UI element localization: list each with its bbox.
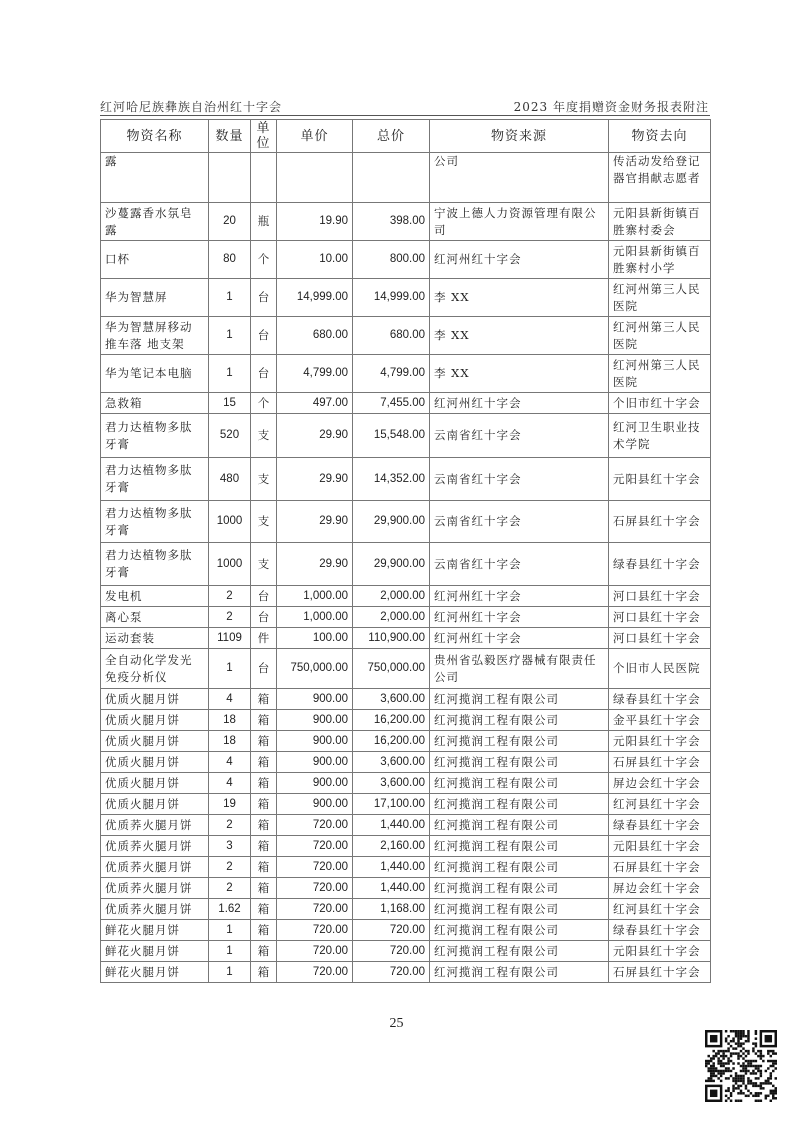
cell-dest: 绿春县红十字会	[609, 920, 711, 941]
table-row	[101, 414, 711, 458]
cell-qty: 4	[209, 752, 251, 773]
cell-total: 4,799.00	[353, 355, 430, 393]
cell-price: 720.00	[277, 836, 353, 857]
cell-dest: 个旧市人民医院	[609, 649, 711, 689]
cell-unit: 箱	[251, 731, 277, 752]
cell-total: 14,352.00	[353, 458, 430, 501]
cell-dest: 河口县红十字会	[609, 628, 711, 649]
table-row	[101, 836, 711, 857]
cell-price: 900.00	[277, 773, 353, 794]
cell-source: 红河州红十字会	[430, 241, 609, 279]
cell-unit: 台	[251, 355, 277, 393]
table-row	[101, 899, 711, 920]
cell-unit: 箱	[251, 899, 277, 920]
table-row	[101, 878, 711, 899]
cell-source: 红河州红十字会	[430, 393, 609, 414]
cell-name: 优质火腿月饼	[101, 731, 209, 752]
cell-unit: 箱	[251, 878, 277, 899]
cell-dest: 绿春县红十字会	[609, 815, 711, 836]
cell-total: 2,000.00	[353, 607, 430, 628]
header-org-name: 红河哈尼族彝族自治州红十字会	[100, 100, 283, 114]
cell-price: 1,000.00	[277, 586, 353, 607]
cell-qty: 15	[209, 393, 251, 414]
cell-name: 优质荞火腿月饼	[101, 899, 209, 920]
cell-price: 19.90	[277, 203, 353, 241]
cell-unit: 箱	[251, 752, 277, 773]
cell-price: 29.90	[277, 543, 353, 586]
cell-unit: 支	[251, 414, 277, 458]
cell-total: 2,000.00	[353, 586, 430, 607]
table-row	[101, 458, 711, 501]
cell-price: 29.90	[277, 414, 353, 458]
cell-dest: 红河县红十字会	[609, 794, 711, 815]
cell-source: 红河揽润工程有限公司	[430, 794, 609, 815]
cell-total: 7,455.00	[353, 393, 430, 414]
cell-price: 4,799.00	[277, 355, 353, 393]
cell-price: 29.90	[277, 458, 353, 501]
cell-price: 10.00	[277, 241, 353, 279]
cell-dest: 红河州第三人民医院	[609, 317, 711, 355]
cell-total: 16,200.00	[353, 710, 430, 731]
cell-source: 李 XX	[430, 355, 609, 393]
table-row	[101, 501, 711, 543]
cell-price: 900.00	[277, 752, 353, 773]
cell-qty: 520	[209, 414, 251, 458]
table-row	[101, 857, 711, 878]
table-row	[101, 317, 711, 355]
cell-name: 鲜花火腿月饼	[101, 941, 209, 962]
cell-price: 680.00	[277, 317, 353, 355]
cell-price: 720.00	[277, 878, 353, 899]
cell-qty: 20	[209, 203, 251, 241]
cell-qty: 2	[209, 586, 251, 607]
qr-code-icon	[705, 1030, 777, 1102]
cell-name: 鲜花火腿月饼	[101, 920, 209, 941]
cell-price	[277, 153, 353, 203]
cell-total: 2,160.00	[353, 836, 430, 857]
cell-source: 红河揽润工程有限公司	[430, 710, 609, 731]
cell-qty: 1	[209, 317, 251, 355]
cell-total: 15,548.00	[353, 414, 430, 458]
cell-source: 宁波上德人力资源管理有限公司	[430, 203, 609, 241]
cell-name: 华为智慧屏	[101, 279, 209, 317]
cell-unit: 件	[251, 628, 277, 649]
table-row	[101, 241, 711, 279]
col-header-qty: 数量	[209, 120, 251, 153]
cell-dest: 金平县红十字会	[609, 710, 711, 731]
cell-source: 红河州红十字会	[430, 628, 609, 649]
cell-unit: 箱	[251, 815, 277, 836]
cell-total: 17,100.00	[353, 794, 430, 815]
cell-price: 100.00	[277, 628, 353, 649]
cell-dest: 元阳县新街镇百胜寨村委会	[609, 203, 711, 241]
cell-total: 720.00	[353, 920, 430, 941]
cell-dest: 元阳县新街镇百胜寨村小学	[609, 241, 711, 279]
cell-unit: 箱	[251, 857, 277, 878]
cell-name: 优质荞火腿月饼	[101, 857, 209, 878]
cell-dest: 元阳县红十字会	[609, 836, 711, 857]
cell-price: 497.00	[277, 393, 353, 414]
table-row	[101, 649, 711, 689]
cell-total: 110,900.00	[353, 628, 430, 649]
cell-unit: 台	[251, 649, 277, 689]
cell-total: 750,000.00	[353, 649, 430, 689]
cell-name: 优质火腿月饼	[101, 689, 209, 710]
table-row	[101, 773, 711, 794]
cell-unit: 箱	[251, 794, 277, 815]
cell-total: 398.00	[353, 203, 430, 241]
cell-source: 贵州省弘毅医疗器械有限责任公司	[430, 649, 609, 689]
cell-source: 红河揽润工程有限公司	[430, 857, 609, 878]
cell-source: 红河揽润工程有限公司	[430, 962, 609, 983]
cell-source: 李 XX	[430, 279, 609, 317]
cell-total: 1,440.00	[353, 815, 430, 836]
cell-name: 优质荞火腿月饼	[101, 815, 209, 836]
cell-dest: 河口县红十字会	[609, 586, 711, 607]
cell-qty: 18	[209, 731, 251, 752]
table-row	[101, 731, 711, 752]
cell-dest: 绿春县红十字会	[609, 689, 711, 710]
cell-dest: 个旧市红十字会	[609, 393, 711, 414]
cell-total: 14,999.00	[353, 279, 430, 317]
cell-qty: 1000	[209, 543, 251, 586]
table-row	[101, 607, 711, 628]
col-header-dest: 物资去向	[609, 120, 711, 153]
cell-qty: 1.62	[209, 899, 251, 920]
cell-qty: 3	[209, 836, 251, 857]
cell-total: 1,440.00	[353, 857, 430, 878]
cell-dest: 红河州第三人民医院	[609, 279, 711, 317]
table-row	[101, 962, 711, 983]
cell-name: 沙蔓露香水氛皂露	[101, 203, 209, 241]
cell-price: 720.00	[277, 962, 353, 983]
cell-source: 红河揽润工程有限公司	[430, 878, 609, 899]
cell-source: 红河揽润工程有限公司	[430, 941, 609, 962]
cell-unit: 台	[251, 607, 277, 628]
cell-qty: 1	[209, 941, 251, 962]
cell-dest: 河口县红十字会	[609, 607, 711, 628]
cell-price: 750,000.00	[277, 649, 353, 689]
cell-dest: 红河县红十字会	[609, 899, 711, 920]
cell-name: 口杯	[101, 241, 209, 279]
cell-dest: 屏边会红十字会	[609, 773, 711, 794]
cell-name: 鲜花火腿月饼	[101, 962, 209, 983]
cell-total: 1,440.00	[353, 878, 430, 899]
cell-source: 红河揽润工程有限公司	[430, 920, 609, 941]
header-rule	[100, 115, 710, 116]
cell-unit: 箱	[251, 962, 277, 983]
cell-price: 720.00	[277, 941, 353, 962]
cell-name: 优质火腿月饼	[101, 710, 209, 731]
cell-qty: 18	[209, 710, 251, 731]
cell-unit: 箱	[251, 836, 277, 857]
cell-qty: 4	[209, 689, 251, 710]
cell-source: 红河揽润工程有限公司	[430, 689, 609, 710]
cell-name: 全自动化学发光免疫分析仪	[101, 649, 209, 689]
col-header-unit: 单位	[251, 120, 277, 153]
cell-dest: 屏边会红十字会	[609, 878, 711, 899]
cell-unit: 个	[251, 393, 277, 414]
table-row	[101, 355, 711, 393]
cell-name: 君力达植物多肽牙膏	[101, 501, 209, 543]
cell-source: 红河揽润工程有限公司	[430, 899, 609, 920]
col-header-price: 单价	[277, 120, 353, 153]
cell-unit: 箱	[251, 710, 277, 731]
cell-unit: 瓶	[251, 203, 277, 241]
supplies-table	[100, 119, 711, 983]
cell-dest: 元阳县红十字会	[609, 941, 711, 962]
cell-name: 优质火腿月饼	[101, 794, 209, 815]
cell-source: 云南省红十字会	[430, 414, 609, 458]
cell-price: 1,000.00	[277, 607, 353, 628]
table-row	[101, 920, 711, 941]
cell-source: 红河揽润工程有限公司	[430, 731, 609, 752]
page-number: 25	[389, 1016, 404, 1031]
cell-total: 3,600.00	[353, 773, 430, 794]
cell-unit: 个	[251, 241, 277, 279]
cell-unit: 支	[251, 458, 277, 501]
col-header-source: 物资来源	[430, 120, 609, 153]
cell-qty: 4	[209, 773, 251, 794]
cell-name: 运动套装	[101, 628, 209, 649]
cell-qty: 2	[209, 857, 251, 878]
cell-total: 1,168.00	[353, 899, 430, 920]
cell-unit: 箱	[251, 773, 277, 794]
cell-source: 公司	[430, 153, 609, 203]
cell-price: 900.00	[277, 689, 353, 710]
cell-qty: 1	[209, 649, 251, 689]
cell-source: 红河州红十字会	[430, 607, 609, 628]
table-row	[101, 586, 711, 607]
cell-unit: 箱	[251, 941, 277, 962]
table-row	[101, 543, 711, 586]
cell-qty	[209, 153, 251, 203]
cell-source: 红河揽润工程有限公司	[430, 815, 609, 836]
cell-dest: 石屏县红十字会	[609, 752, 711, 773]
cell-name: 优质荞火腿月饼	[101, 878, 209, 899]
cell-source: 红河州红十字会	[430, 586, 609, 607]
col-header-total: 总价	[353, 120, 430, 153]
table-row	[101, 279, 711, 317]
cell-dest: 绿春县红十字会	[609, 543, 711, 586]
table-row	[101, 689, 711, 710]
cell-price: 720.00	[277, 899, 353, 920]
cell-total	[353, 153, 430, 203]
cell-qty: 1	[209, 962, 251, 983]
cell-source: 云南省红十字会	[430, 458, 609, 501]
cell-price: 900.00	[277, 731, 353, 752]
cell-dest: 红河卫生职业技术学院	[609, 414, 711, 458]
cell-price: 900.00	[277, 710, 353, 731]
cell-qty: 19	[209, 794, 251, 815]
cell-name: 优质荞火腿月饼	[101, 836, 209, 857]
cell-source: 李 XX	[430, 317, 609, 355]
cell-qty: 480	[209, 458, 251, 501]
cell-unit: 支	[251, 501, 277, 543]
cell-name: 露	[101, 153, 209, 203]
cell-source: 云南省红十字会	[430, 543, 609, 586]
table-row	[101, 710, 711, 731]
cell-source: 红河揽润工程有限公司	[430, 836, 609, 857]
cell-unit: 台	[251, 317, 277, 355]
cell-dest: 元阳县红十字会	[609, 458, 711, 501]
cell-total: 800.00	[353, 241, 430, 279]
cell-name: 优质火腿月饼	[101, 752, 209, 773]
cell-name: 君力达植物多肽牙膏	[101, 458, 209, 501]
cell-dest: 石屏县红十字会	[609, 501, 711, 543]
cell-dest: 传活动发给登记器官捐献志愿者	[609, 153, 711, 203]
cell-name: 华为智慧屏移动推车落 地支架	[101, 317, 209, 355]
cell-price: 720.00	[277, 815, 353, 836]
cell-source: 云南省红十字会	[430, 501, 609, 543]
table-row	[101, 203, 711, 241]
cell-name: 急救箱	[101, 393, 209, 414]
cell-total: 720.00	[353, 962, 430, 983]
cell-qty: 1	[209, 279, 251, 317]
cell-qty: 1	[209, 355, 251, 393]
cell-price: 29.90	[277, 501, 353, 543]
cell-qty: 2	[209, 607, 251, 628]
cell-dest: 元阳县红十字会	[609, 731, 711, 752]
table-row	[101, 153, 711, 203]
cell-total: 720.00	[353, 941, 430, 962]
table-row	[101, 393, 711, 414]
cell-unit: 台	[251, 586, 277, 607]
cell-unit: 支	[251, 543, 277, 586]
cell-qty: 2	[209, 815, 251, 836]
cell-total: 3,600.00	[353, 752, 430, 773]
cell-qty: 80	[209, 241, 251, 279]
cell-name: 优质火腿月饼	[101, 773, 209, 794]
cell-name: 君力达植物多肽牙膏	[101, 543, 209, 586]
cell-dest: 石屏县红十字会	[609, 857, 711, 878]
cell-source: 红河揽润工程有限公司	[430, 752, 609, 773]
cell-unit: 台	[251, 279, 277, 317]
cell-total: 16,200.00	[353, 731, 430, 752]
cell-qty: 1109	[209, 628, 251, 649]
cell-name: 华为笔记本电脑	[101, 355, 209, 393]
cell-qty: 1000	[209, 501, 251, 543]
cell-unit	[251, 153, 277, 203]
cell-name: 发电机	[101, 586, 209, 607]
table-header-row	[101, 120, 711, 153]
cell-price: 720.00	[277, 920, 353, 941]
table-row	[101, 752, 711, 773]
cell-price: 14,999.00	[277, 279, 353, 317]
cell-total: 3,600.00	[353, 689, 430, 710]
cell-unit: 箱	[251, 920, 277, 941]
cell-price: 900.00	[277, 794, 353, 815]
cell-unit: 箱	[251, 689, 277, 710]
table-row	[101, 794, 711, 815]
cell-name: 离心泵	[101, 607, 209, 628]
cell-name: 君力达植物多肽牙膏	[101, 414, 209, 458]
cell-price: 720.00	[277, 857, 353, 878]
cell-dest: 石屏县红十字会	[609, 962, 711, 983]
table-body	[101, 153, 711, 983]
cell-dest: 红河州第三人民医院	[609, 355, 711, 393]
cell-total: 680.00	[353, 317, 430, 355]
cell-qty: 1	[209, 920, 251, 941]
table-row	[101, 941, 711, 962]
table-row	[101, 815, 711, 836]
col-header-name: 物资名称	[101, 120, 209, 153]
table-row	[101, 628, 711, 649]
cell-total: 29,900.00	[353, 543, 430, 586]
cell-qty: 2	[209, 878, 251, 899]
header-report-title: 2023 年度捐赠资金财务报表附注	[513, 100, 709, 114]
cell-source: 红河揽润工程有限公司	[430, 773, 609, 794]
cell-total: 29,900.00	[353, 501, 430, 543]
